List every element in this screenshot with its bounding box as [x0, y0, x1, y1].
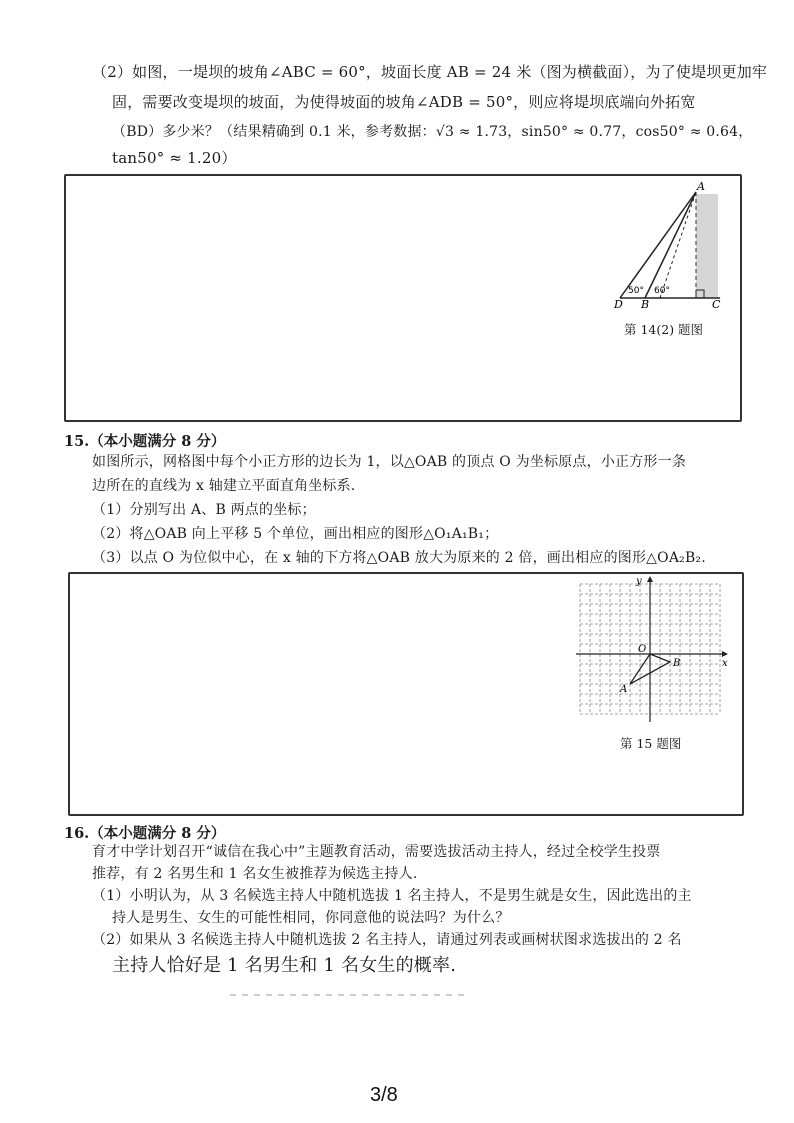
q15-heading: 15.（本小题满分 8 分） [64, 433, 226, 450]
q14-label-b: B [641, 298, 650, 311]
q15-label-a: A [620, 684, 628, 695]
q14-angle-d: 50° [628, 286, 644, 296]
q15-label-o: O [638, 644, 647, 655]
q15-label-y: y [636, 576, 642, 587]
q14-angle-b: 60° [654, 286, 670, 296]
q14-line-3: （BD）多少米？（结果精确到 0.1 米，参考数据：√3 ≈ 1.73，sin50° ≈ 0.77，cos50° ≈ 0.64， [112, 124, 753, 140]
q16-heading: 16.（本小题满分 8 分） [64, 825, 226, 842]
q14-label-a: A [697, 180, 705, 193]
q14-label-c: C [712, 298, 721, 311]
q14-line-2: 固，需要改变堤坝的坡面，为使得坡面的坡角∠ADB = 50°，则应将堤坝底端向外拓宽 [112, 93, 696, 111]
q15-line-2: 边所在的直线为 x 轴建立平面直角坐标系. [92, 478, 356, 494]
q16-line-1: 育才中学计划召开“诚信在我心中”主题教育活动，需要选拔活动主持人，经过全校学生投票 [92, 844, 661, 860]
page-number: 3/8 [370, 1084, 398, 1106]
q16-line-6: 主持人恰好是 1 名男生和 1 名女生的概率. [112, 955, 457, 976]
q16-line-4: 持人是男生、女生的可能性相同，你同意他的说法吗？为什么？ [112, 910, 510, 926]
q15-line-1: 如图所示，网格图中每个小正方形的边长为 1，以△OAB 的顶点 O 为坐标原点，小正方形一条 [92, 454, 687, 470]
q16-line-5: （2）如果从 3 名候选主持人中随机选拔 2 名主持人，请通过列表或画树状图求选拔出的 2 名 [92, 932, 682, 948]
q15-grid-figure [572, 574, 732, 724]
q16-line-2: 推荐，有 2 名男生和 1 名女生被推荐为候选主持人. [92, 866, 418, 882]
q14-line-1: （2）如图，一堤坝的坡角∠ABC = 60°，坡面长度 AB = 24 米（图为横截面），为了使堤坝更加牢 [92, 63, 768, 81]
q15-line-5: （3）以点 O 为位似中心，在 x 轴的下方将△OAB 放大为原来的 2 倍，画出相应的图形△OA₂B₂. [92, 550, 706, 566]
q14-figure-caption: 第 14(2) 题图 [624, 322, 704, 337]
q15-label-x: x [722, 658, 728, 669]
scan-smudge [230, 994, 470, 996]
q14-dam-figure [600, 180, 730, 312]
q15-line-3: （1）分别写出 A、B 两点的坐标； [92, 502, 316, 518]
q15-line-4: （2）将△OAB 向上平移 5 个单位，画出相应的图形△O₁A₁B₁； [92, 526, 499, 542]
q15-label-b: B [673, 658, 681, 669]
q15-figure-caption: 第 15 题图 [620, 736, 682, 751]
q16-line-3: （1）小明认为，从 3 名候选主持人中随机选拔 1 名主持人，不是男生就是女生，因此选出的主 [92, 888, 692, 904]
q14-label-d: D [614, 298, 623, 311]
q14-line-4: tan50° ≈ 1.20） [112, 149, 237, 167]
